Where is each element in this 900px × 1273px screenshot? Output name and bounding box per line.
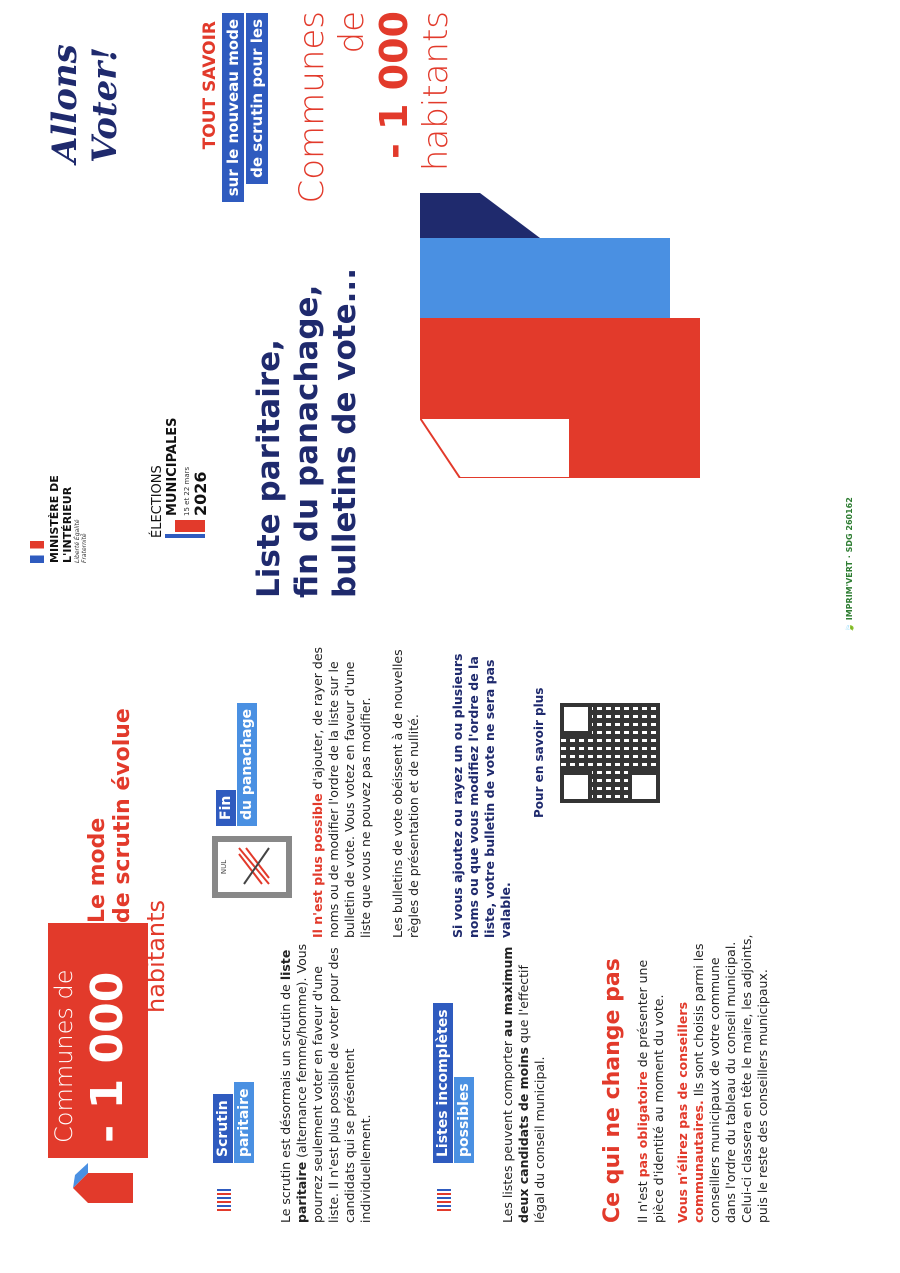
mode-title-1: Le mode	[85, 817, 110, 923]
cover-habitants: habitants	[416, 11, 456, 172]
section3-p2-bold: Vous n'élirez pas de conseillers communautaires.	[675, 1001, 706, 1223]
imprint-text: IMPRIM'VERT · SDG 260162	[845, 497, 854, 621]
section4-title-1: Fin	[216, 790, 236, 826]
section2-title-2: possibles	[454, 1077, 474, 1163]
ministry-motto: Liberté Égalité Fraternité	[74, 519, 88, 563]
stripes-icon	[217, 1187, 231, 1211]
section1-text-2: (alternance femme/homme). Vous pourrez seulement voter en faveur d'une liste. Il n'est plus possible de voter pour des candidats qui se présentent individuellement.	[294, 943, 373, 1223]
section3-p2	[675, 933, 771, 1223]
mode-title-2: de scrutin évolue	[110, 708, 135, 923]
cover-communes	[292, 3, 456, 253]
nul-label: NUL	[220, 859, 228, 875]
cover-panel	[0, 0, 900, 633]
cover-headline	[250, 238, 364, 598]
nul-ballot-icon	[212, 836, 292, 898]
section-ce-qui-ne-change-pas	[600, 933, 771, 1223]
section1-text-bold: liste paritaire	[278, 949, 309, 1223]
badge-habitants: habitants	[142, 899, 170, 1013]
headline-line-3: bulletins de vote...	[327, 268, 363, 598]
section4-p1	[310, 638, 374, 938]
elections-type: MUNICIPALES	[165, 417, 180, 516]
section4-title-2: du panachage	[237, 703, 257, 826]
stripes-icon	[437, 1187, 451, 1211]
badge-number: - 1 000	[82, 971, 133, 1143]
section2-text-2: que l'effectif légal du conseil municipal.	[516, 965, 547, 1223]
house-illustration	[420, 158, 700, 478]
imprint	[845, 497, 854, 633]
badge-communes-de: Communes de	[50, 969, 78, 1143]
tout-savoir: TOUT SAVOIR	[200, 21, 220, 150]
marianne-icon	[30, 541, 44, 563]
tout-savoir-block	[200, 13, 268, 233]
section4-p1-2: d'ajouter, de rayer des noms ou de modifier l'ordre de la liste sur le bulletin de vote. Vous votez en faveur d'une liste que vous ne pouvez pas modifier.	[310, 646, 373, 938]
headline-line-2: fin du panachage,	[289, 284, 325, 598]
flag-bars-icon	[165, 534, 205, 538]
section3-p1-1: Il n'est	[635, 1177, 650, 1223]
qr-code[interactable]	[560, 703, 660, 803]
section2-text-1: Les listes peuvent comporter	[500, 1036, 515, 1223]
leaf-icon: 🍃	[845, 620, 854, 633]
subtitle-1: sur le nouveau mode	[222, 13, 244, 202]
section3-title: Ce qui ne change pas	[600, 958, 625, 1223]
section1-text	[278, 943, 374, 1223]
section2-title-1: Listes incomplètes	[433, 1003, 453, 1163]
house-logo-icon	[73, 1163, 133, 1213]
elections-year: 2026	[191, 471, 210, 516]
section1-title-2: paritaire	[234, 1082, 254, 1163]
section4-p2: Les bulletins de vote obéissent à de nouvelles règles de présentation et de nullité.	[390, 649, 421, 938]
inner-panel	[0, 633, 900, 1273]
section3-p1-2: de présenter une pièce d'identité au moment du vote.	[635, 959, 666, 1223]
slogan: Allons Voter!	[45, 44, 125, 163]
section3-p2-2: Ils sont choisis parmi les conseillers municipaux de votre commune dans l'ordre du tableau du conseil municipal. Celui-ci classera en tête le maire, les adjoints, puis le reste des conseillers municipaux.	[691, 934, 770, 1223]
section1-title-1: Scrutin	[213, 1094, 233, 1163]
crossed-lines-icon	[234, 846, 274, 886]
communes-badge	[48, 899, 170, 1213]
elections-dates: 15 et 22 mars	[183, 466, 191, 516]
section3-p1-bold: pas obligatoire	[635, 1071, 650, 1178]
section3-p1	[635, 943, 667, 1223]
elections-label: ÉLECTIONS	[150, 465, 165, 538]
subtitle-2: de scrutin pour les	[246, 13, 268, 184]
headline-line-1: Liste paritaire,	[251, 339, 287, 598]
cover-number: - 1 000	[372, 11, 416, 159]
elections-logo	[150, 388, 209, 538]
ministry-logo	[30, 423, 88, 563]
section2-text	[500, 933, 548, 1223]
mode-title	[85, 693, 135, 923]
section4-p3: Si vous ajoutez ou rayez un ou plusieurs noms ou que vous modifiez l'ordre de la liste, votre bulletin de vote ne sera pas valable.	[450, 653, 513, 938]
section1-text-1: Le scrutin est désormais un scrutin de	[278, 980, 293, 1223]
section2-text-bold: au maximum deux candidats de moins	[500, 946, 531, 1223]
more-info-label: Pour en savoir plus	[532, 687, 546, 818]
section4-p1-bold: Il n'est plus possible	[310, 793, 325, 938]
ministry-name: MINISTÈRE DE L'INTÉRIEUR	[48, 475, 74, 563]
cover-communes-de: Communes de	[292, 11, 372, 204]
